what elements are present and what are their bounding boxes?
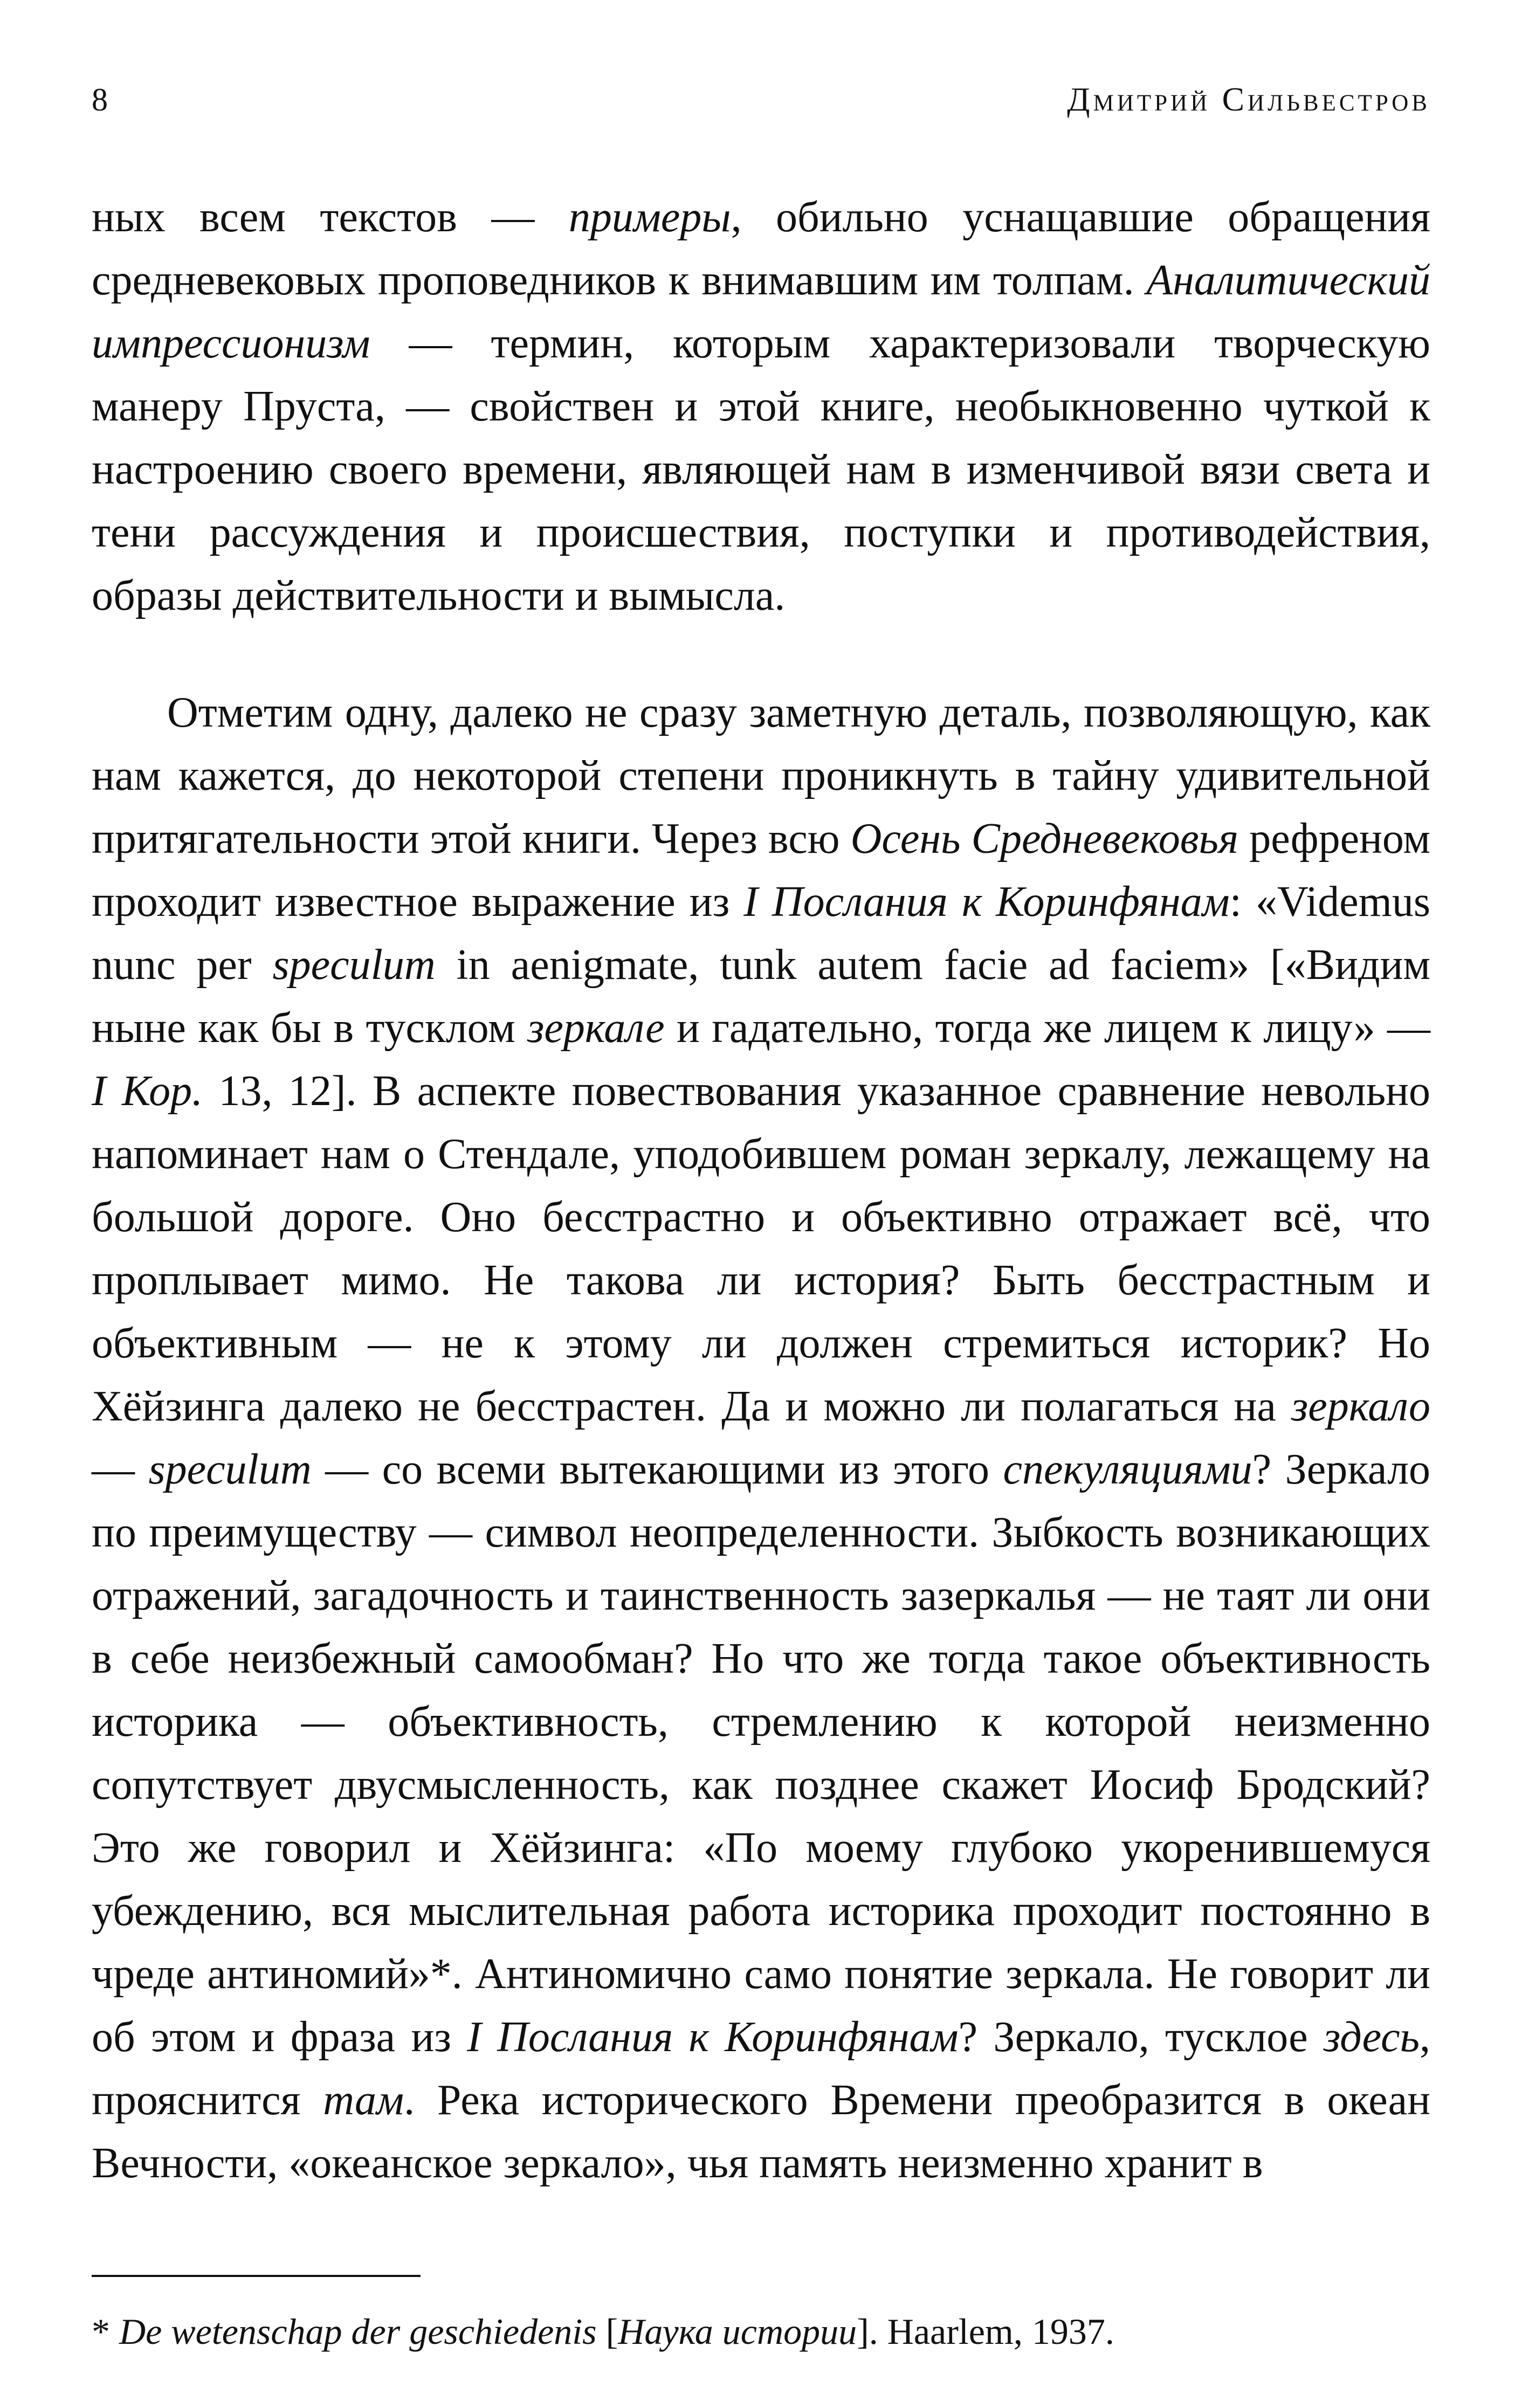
italic-run: I Послания к Коринфянам bbox=[467, 2013, 959, 2061]
text-run: — bbox=[92, 1446, 149, 1493]
italic-run: speculum bbox=[272, 941, 436, 989]
text-run: in aenigmate, tunk autem facie ad faciem» [«Видим ныне как бы в тусклом bbox=[92, 941, 1431, 1052]
italic-run: спекуляциями bbox=[1003, 1446, 1252, 1493]
italic-run: зеркале bbox=[527, 1004, 665, 1052]
running-head bbox=[92, 81, 1430, 129]
italic-run: там bbox=[323, 2076, 404, 2124]
italic-run: De wetenschap der geschiedenis bbox=[119, 2311, 597, 2352]
italic-run: Наука истории bbox=[618, 2311, 857, 2352]
text-run: ? Зеркало по преимуществу — символ неопределенности. Зыбкость возникающих отражений, загадочность и таинственность зазеркалья — не таят ли они в себе неизбежный самообман? Но что же тогда такое объективность историка — объективность, стремлению к которой неизменно сопутствует двусмысленность, как позднее скажет Иосиф Бродский? Это же говорил и Хёйзинга: «По моему глубоко укоренившемуся убеждению, вся мыслительная работа историка проходит постоянно в чреде антиномий»*. Антиномично само понятие зеркала. Не говорит ли об этом и фраза из bbox=[92, 1446, 1430, 2061]
italic-run: Осень Средневековья bbox=[850, 815, 1239, 863]
paragraph-1 bbox=[92, 186, 1430, 627]
italic-run: зеркало bbox=[1291, 1383, 1430, 1430]
text-run: ных всем текстов — bbox=[92, 194, 569, 241]
text-run: , обильно уснащавшие обращения средневековых проповедников к внимавшим им толпам. bbox=[92, 194, 1431, 304]
text-run: 13, 12]. В аспекте повествования указанное сравнение невольно напоминает нам о Стендале, уподобившем роман зеркалу, лежащему на большой дороге. Оно бесстрастно и объективно отражает всё, что проплывает мимо. Не такова ли история? Быть бесстрастным и объективным — не к этому ли должен стремиться историк? Но Хёйзинга далеко не бесстрастен. Да и можно ли полагаться на bbox=[92, 1067, 1430, 1430]
text-run: [ bbox=[596, 2311, 618, 2352]
footnote bbox=[92, 2307, 1430, 2356]
italic-run: I Послания к Коринфянам bbox=[743, 878, 1230, 926]
page-number: 8 bbox=[92, 82, 108, 118]
text-run: , прояснится bbox=[92, 2013, 1430, 2124]
text-run: ]. Haarlem, 1937. bbox=[857, 2311, 1114, 2352]
text-run: * bbox=[92, 2311, 119, 2352]
footnote-divider bbox=[92, 2275, 421, 2277]
text-run: Отметим одну, далеко не сразу заметную деталь, позволяющую, как нам кажется, до некоторой степени проникнуть в тайну удивительной притягательности этой книги. Через всю bbox=[92, 689, 1430, 863]
text-run: : «Videmus nunc per bbox=[92, 878, 1431, 989]
italic-run: speculum bbox=[148, 1446, 312, 1493]
text-run: и гадательно, тогда же лицем к лицу» — bbox=[664, 1004, 1431, 1052]
running-head-author: Дмитрий Сильвестров bbox=[1067, 81, 1430, 118]
italic-run: здесь bbox=[1324, 2013, 1420, 2061]
paragraph-2 bbox=[92, 681, 1430, 2195]
body-text bbox=[92, 186, 1430, 2195]
text-run: — термин, которым характеризовали творческую манеру Пруста, — свойствен и этой книге, необыкновенно чуткой к настроению своего времени, являющей нам в изменчивой вязи света и тени рассуждения и происшествия, поступки и противодействия, образы действительности и вымысла. bbox=[92, 320, 1430, 619]
text-run: ? Зеркало, тусклое bbox=[958, 2013, 1324, 2061]
text-run: рефреном проходит известное выражение из bbox=[92, 815, 1431, 926]
italic-run: I Кор. bbox=[92, 1067, 203, 1115]
text-run: . Река исторического Времени преобразится в океан Вечности, «океанское зеркало», чья память неизменно хранит в bbox=[92, 2076, 1431, 2187]
italic-run: Аналитический импрессионизм bbox=[92, 257, 1430, 367]
text-run: — со всеми вытекающими из этого bbox=[311, 1446, 1003, 1493]
italic-run: примеры bbox=[568, 194, 731, 241]
